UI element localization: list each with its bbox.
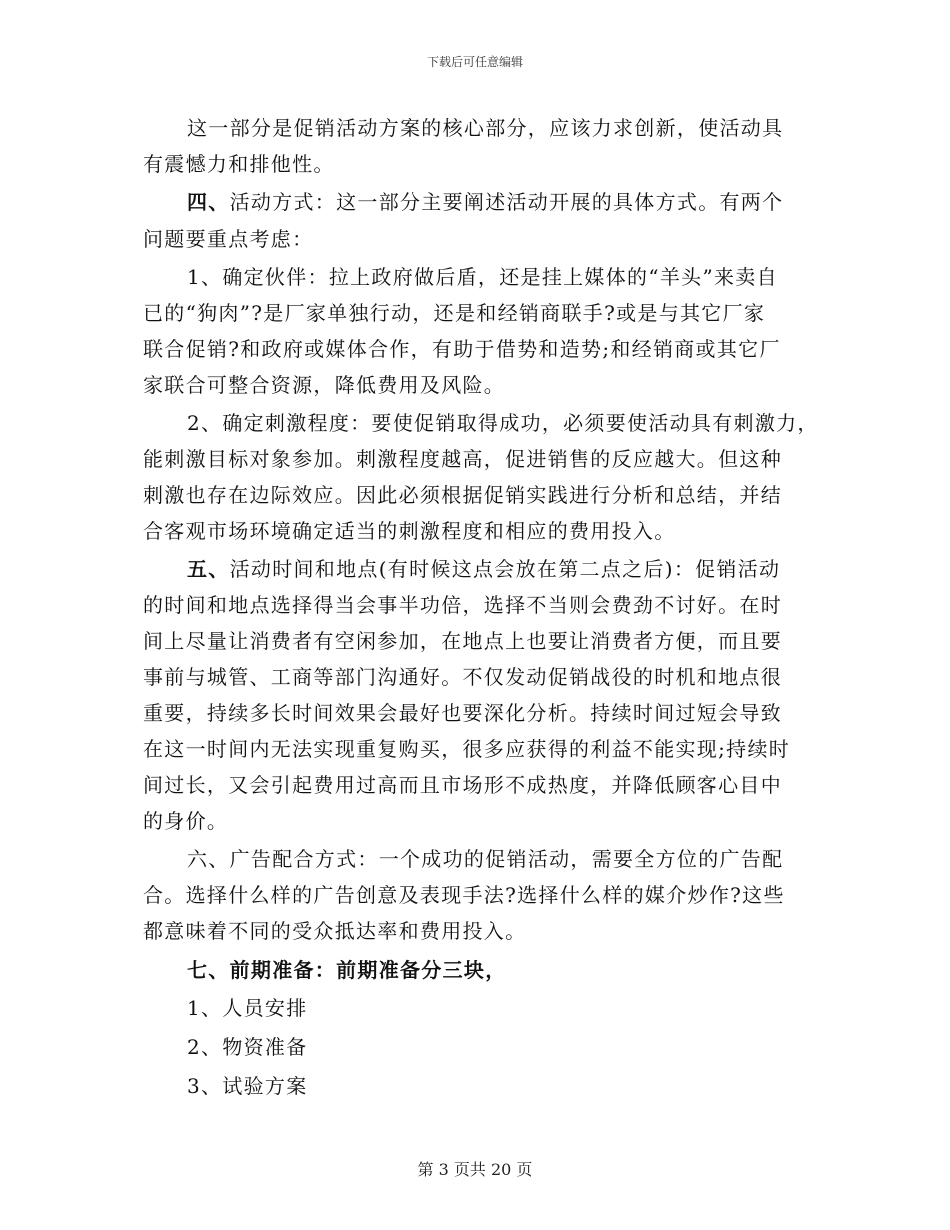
- section-heading-line: 七、前期准备：前期准备分三块，: [187, 958, 507, 982]
- paragraph-line: 联合促销?和政府或媒体合作，有助于借势和造势;和经销商或其它厂: [143, 337, 781, 361]
- paragraph-line: 的身价。: [143, 809, 229, 833]
- page-header: 下载后可任意编辑: [426, 55, 523, 69]
- list-item: 2、物资准备: [187, 1035, 308, 1059]
- paragraph-line: 有震憾力和排他性。: [143, 152, 335, 176]
- paragraph-line: 六、广告配合方式：一个成功的促销活动，需要全方位的广告配: [187, 847, 784, 871]
- section-heading-line: 五、活动时间和地点(有时候这点会放在第二点之后)：促销活动: [187, 557, 781, 581]
- paragraph-line: 都意味着不同的受众抵达率和费用投入。: [143, 919, 527, 943]
- paragraph-line: 问题要重点考虑：: [143, 227, 314, 251]
- section-number: 五、: [187, 557, 230, 581]
- paragraph-line: 这一部分是促销活动方案的核心部分，应该力求创新，使活动具: [187, 116, 784, 140]
- paragraph-line: 家联合可整合资源，降低费用及风险。: [143, 373, 506, 397]
- paragraph-line: 合。选择什么样的广告创意及表现手法?选择什么样的媒介炒作?这些: [143, 883, 785, 907]
- paragraph-line: 已的“狗肉”?是厂家单独行动，还是和经销商联手?或是与其它厂家: [143, 301, 766, 325]
- paragraph-line: 在这一时间内无法实现重复购买，很多应获得的利益不能实现;持续时: [143, 737, 791, 761]
- paragraph-line: 刺激也存在边际效应。因此必须根据促销实践进行分析和总结，并结: [143, 483, 782, 507]
- paragraph-line: 重要，持续多长时间效果会最好也要深化分析。持续时间过短会导致: [143, 701, 782, 725]
- paragraph-line: 1、确定伙伴：拉上政府做后盾，还是挂上媒体的“羊头”来卖自: [187, 265, 778, 289]
- list-item: 3、试验方案: [187, 1074, 308, 1098]
- section-number: 四、: [187, 190, 230, 214]
- page-footer: 第 3 页共 20 页: [417, 1160, 533, 1179]
- paragraph-line: 能刺激目标对象参加。刺激程度越高，促进销售的反应越大。但这种: [143, 447, 782, 471]
- paragraph-line: 间过长，又会引起费用过高而且市场形不成热度，并降低顾客心目中: [143, 773, 782, 797]
- section-heading-line: 四、活动方式：这一部分主要阐述活动开展的具体方式。有两个: [187, 190, 784, 214]
- paragraph-line: 的时间和地点选择得当会事半功倍，选择不当则会费劲不讨好。在时: [143, 593, 782, 617]
- paragraph-line: 间上尽量让消费者有空闲参加，在地点上也要让消费者方便，而且要: [143, 629, 782, 653]
- paragraph-line: 2、确定刺激程度：要使促销取得成功，必须要使活动具有刺激力，: [187, 411, 819, 435]
- paragraph-line: 合客观市场环境确定适当的刺激程度和相应的费用投入。: [143, 519, 676, 543]
- list-item: 1、人员安排: [187, 996, 308, 1020]
- paragraph-line: 事前与城管、工商等部门沟通好。不仅发动促销战役的时机和地点很: [143, 665, 782, 689]
